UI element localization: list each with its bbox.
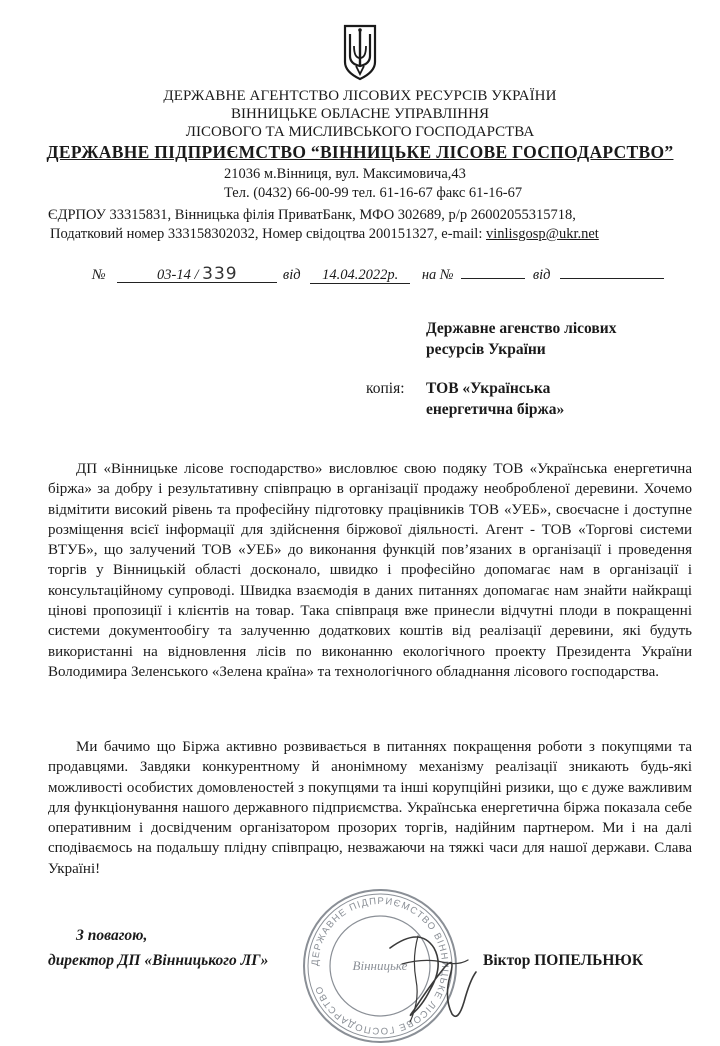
- document-number: [117, 266, 277, 283]
- email-link[interactable]: vinlisgosp@ukr.net: [485, 226, 599, 242]
- paragraph-1-text: ДП «Вінницьке лісове господарство» висловлює свою подяку ТОВ «Українська енергетична біржа» за добру і результативну співпрацю в організації продажу необробленої деревини. Хочемо відмітити високий рівень та професійну підготовку працівників ТОВ «УЕБ», своєчасне і доступне розміщення всієї інформації для здійснення біржової діяльності. Агент - ТОВ «Торгові системи ВТУБ», що залучений ТОВ «УЕБ» до виконання функцій пов’язаних в організації і проведення торгів у Вінницькій області досконало, швидко і професійно допомагає нам в організації і консультаційному супроводі. Швидка взаємодія в даних питаннях допомагає нам знайти найкращі цінові пропозиції і клієнтів на товар. Така співпраця вже принесли відчутні плоди в покращенні системи документообігу та залученню додаткових коштів від реалізації деревини, які будуть використанні на відновлення лісів по виконанню екологічного проекту Президента України Володимира Зеленського «Зелена країна» та технологічного обладнання лісового господарства.: [48, 461, 692, 680]
- department-line-2: ЛІСОВОГО ТА МИСЛИВСЬКОГО ГОСПОДАРСТВА: [185, 124, 535, 140]
- copy-label: копія:: [366, 380, 405, 397]
- reference-number-blank: [461, 262, 525, 279]
- document-number-handwritten: 339: [202, 264, 238, 284]
- copy-addressee-line-1: ТОВ «Українська: [426, 380, 551, 397]
- coat-of-arms-icon: [342, 22, 378, 82]
- signer-title: директор ДП «Вінницького ЛГ»: [48, 952, 269, 969]
- company-phones: Тел. (0432) 66-00-99 тел. 61-16-67 факс 61-16-67: [224, 185, 523, 201]
- paragraph-2-text: Ми бачимо що Біржа активно розвивається в питаннях покращення роботи з покупцями та продавцями. Завдяки конкурентному й анонімному механізму реалізації зникають будь-які можливості особистих домовленостей з покупцями та інші корупційні ризики, що є дуже важливим для функціонування нашого державного підприємства. Українська енергетична біржа показала себе оперативним і досвідченим організатором прозорих торгів, надійним партнером. Ми і на далі сподіваємось на подальшу плідну співпрацю, незважаючи на тяжкі часи для нашої держави. Слава Україні!: [48, 739, 692, 877]
- tax-text: Податковий номер 333158302032, Номер свідоцтва 200151327, e-mail:: [50, 226, 483, 242]
- tax-details: [50, 226, 599, 243]
- reference-label: на №: [421, 267, 454, 283]
- registration-line: [92, 262, 664, 284]
- from-label: від: [282, 267, 301, 283]
- stamp-center-text: Вінницьке: [352, 958, 408, 973]
- number-label: №: [92, 267, 106, 283]
- closing-regards: З повагою,: [76, 927, 148, 944]
- stamp-ring-text: ДЕРЖАВНЕ ПІДПРИЄМСТВО ВІННИЦЬКЕ ЛІСОВЕ ГОСПОДАРСТВО: [309, 895, 451, 1037]
- addressee-line-2: ресурсів України: [426, 341, 546, 358]
- bank-details: ЄДРПОУ 33315831, Вінницька філія ПриватБанк, МФО 302689, р/р 26002055315718,: [48, 207, 576, 223]
- signature: [372, 918, 482, 1028]
- letter-paragraph-1: [48, 459, 692, 682]
- reference-date-blank: [560, 262, 664, 279]
- copy-addressee-line-2: енергетична біржа»: [426, 401, 565, 418]
- reference-from-label: від: [532, 267, 551, 283]
- company-address: 21036 м.Вінниця, вул. Максимовича,43: [224, 166, 466, 182]
- department-line-1: ВІННИЦЬКЕ ОБЛАСНЕ УПРАВЛІННЯ: [231, 106, 489, 122]
- company-name: ДЕРЖАВНЕ ПІДПРИЄМСТВО “ВІННИЦЬКЕ ЛІСОВЕ ГОСПОДАРСТВО”: [46, 142, 674, 162]
- document-date: 14.04.2022р.: [310, 267, 410, 284]
- agency-name: ДЕРЖАВНЕ АГЕНТСТВО ЛІСОВИХ РЕСУРСІВ УКРАЇНИ: [163, 88, 557, 104]
- signer-name: Віктор ПОПЕЛЬНЮК: [483, 952, 644, 969]
- addressee-line-1: Державне агенство лісових: [426, 320, 617, 337]
- document-number-printed: 03-14 /: [157, 267, 199, 283]
- letter-paragraph-2: [48, 737, 692, 879]
